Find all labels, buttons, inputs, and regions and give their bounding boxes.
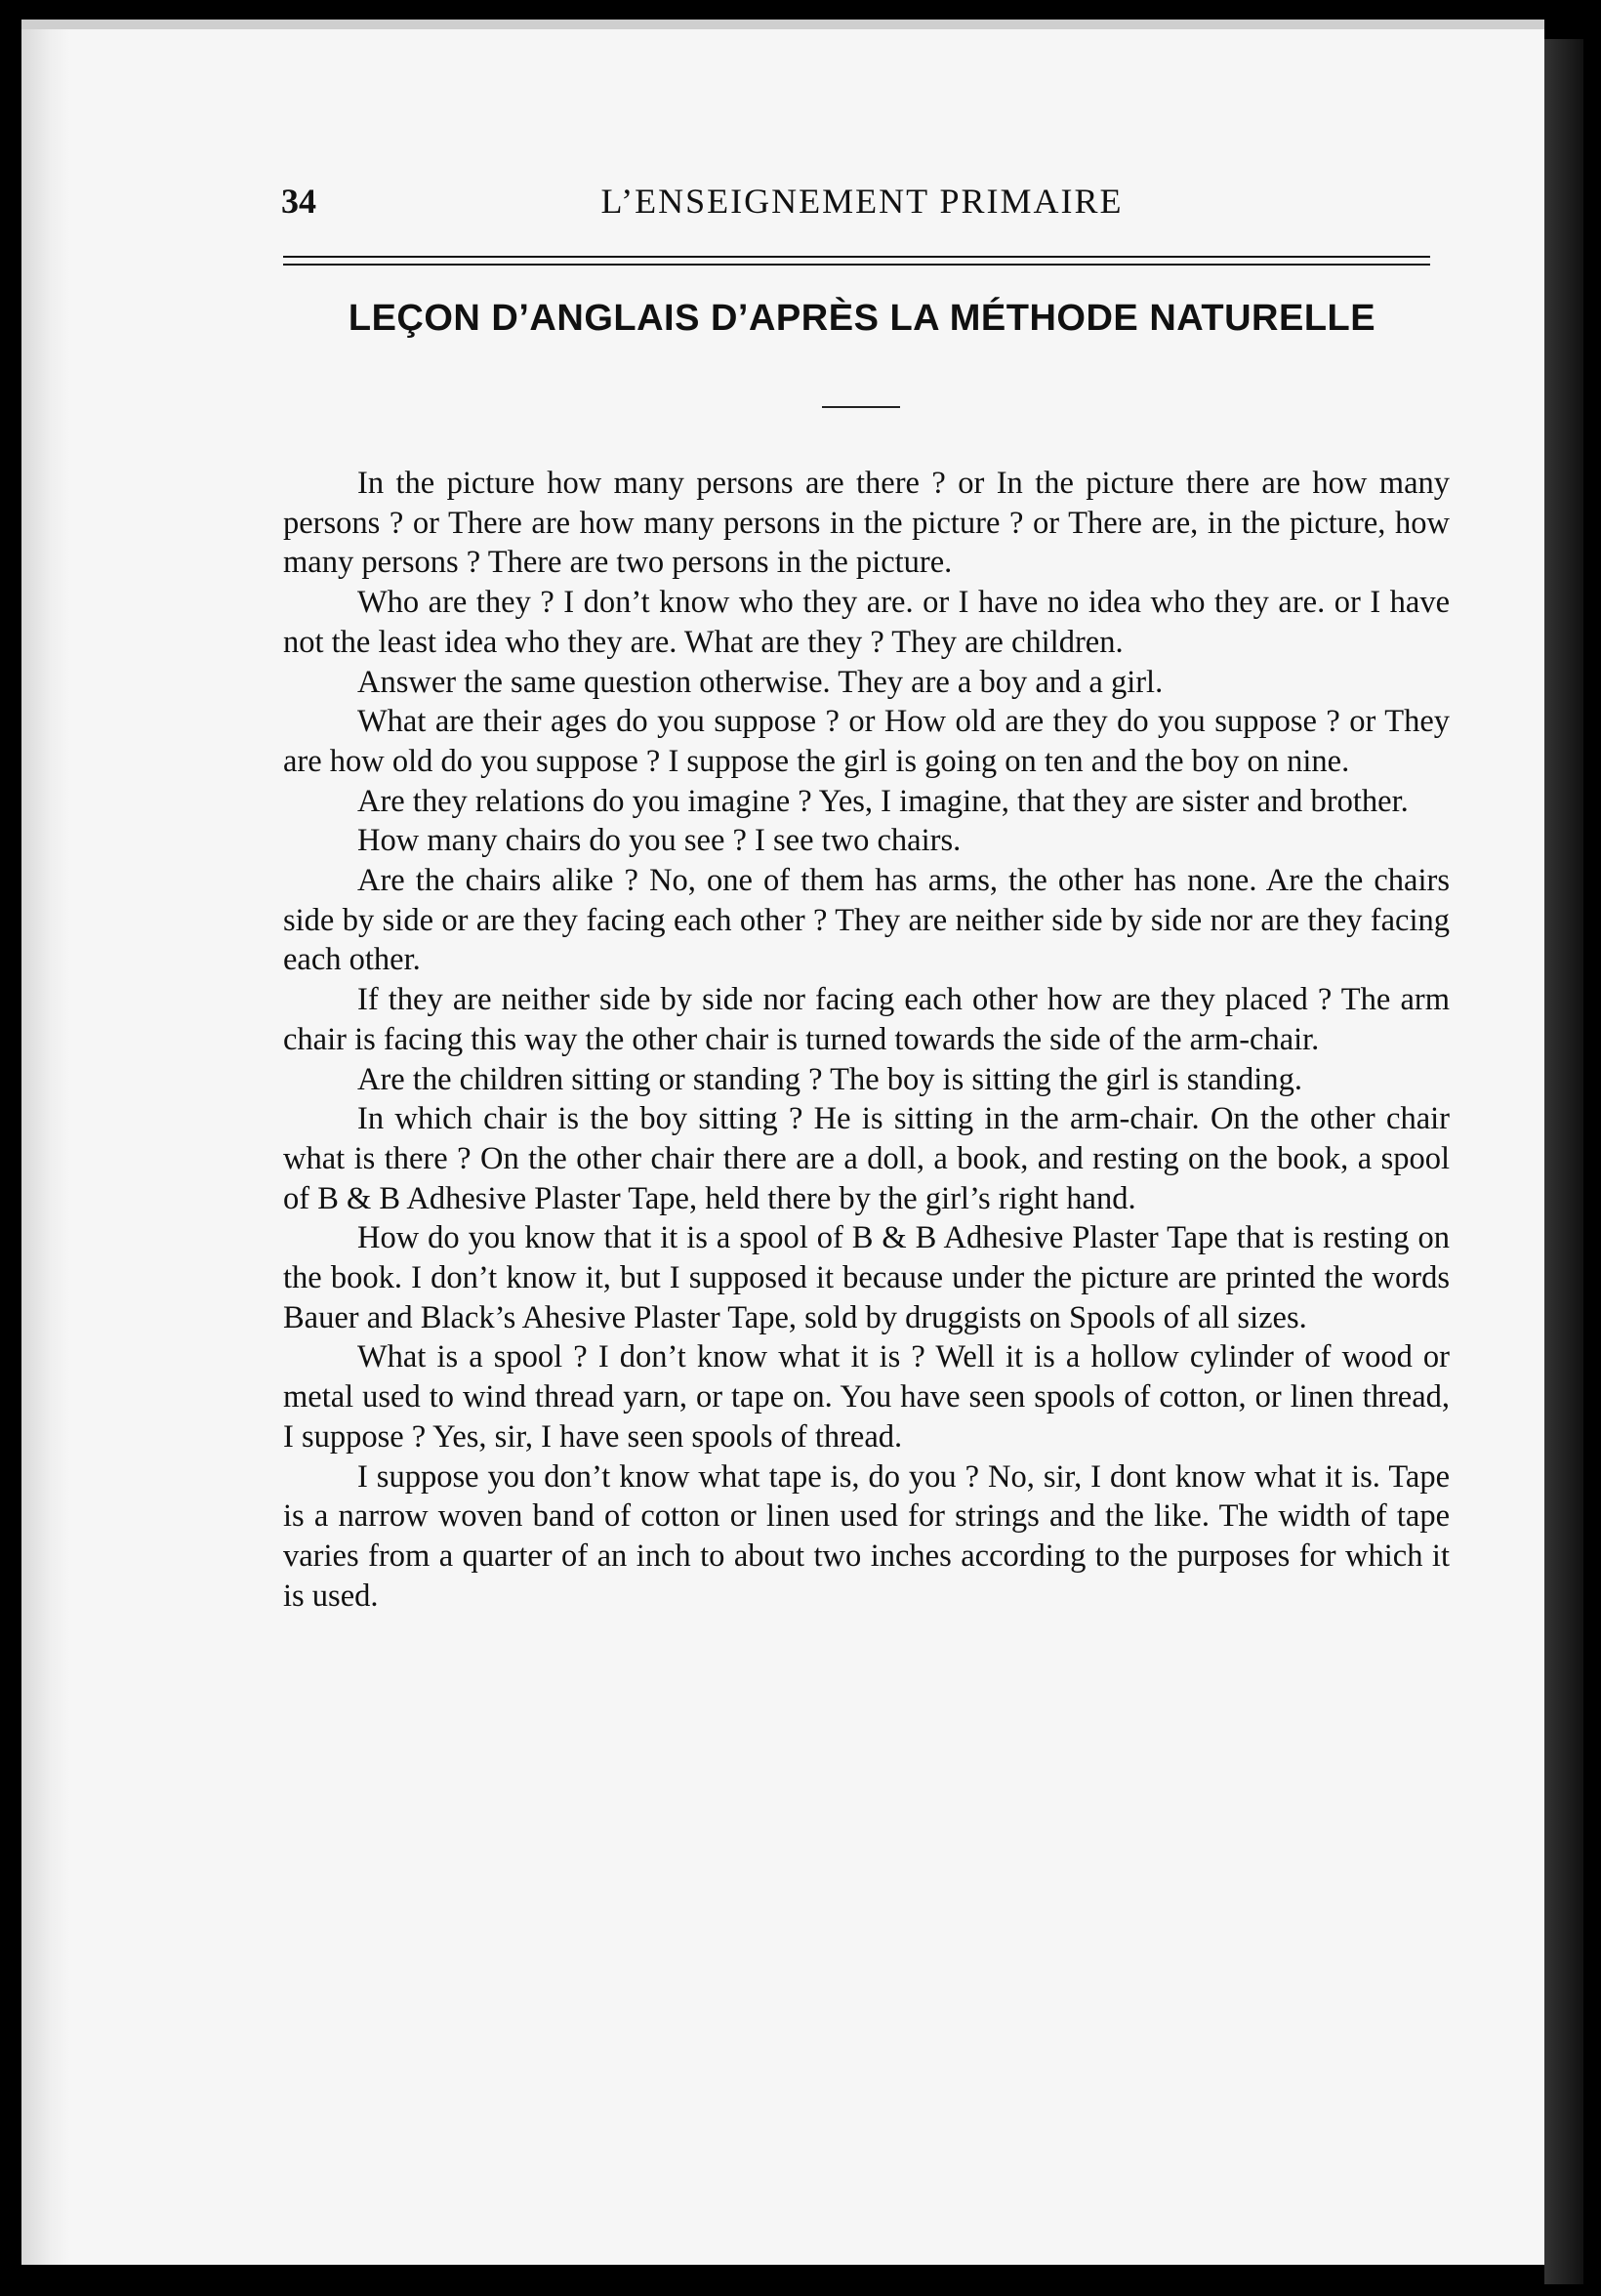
paragraph: Are they relations do you imagine ? Yes, I imagine, that they are sister and brother. — [357, 783, 1409, 819]
paragraph: Are the children sitting or standing ? The boy is sitting the girl is standing. — [357, 1061, 1302, 1097]
article-title: LEÇON D’ANGLAIS D’APRÈS LA MÉTHODE NATURELLE — [348, 298, 1376, 339]
paragraph: Answer the same question otherwise. They are a boy and a girl. — [357, 664, 1164, 700]
page-edge-top — [21, 20, 1544, 29]
paragraph: Are the chairs alike ? No, one of them has arms, the other has none. Are the chairs side by side or are they facing each other ? They are neither side by side nor are they facing each other. — [283, 863, 1450, 978]
paragraph: How many chairs do you see ? I see two chairs. — [357, 823, 962, 859]
paragraph: What is a spool ? I don’t know what it is ? Well it is a hollow cylinder of wood or metal used to wind thread yarn, or tape on. You have seen spools of cotton, or linen thread, I suppose ? Yes, sir, I have seen spools of thread. — [283, 1339, 1450, 1455]
paragraph: In the picture how many persons are there ? or In the picture there are how many persons ? or There are how many persons in the picture ? or There are, in the picture, how many persons ? There are two persons in the picture. — [283, 466, 1450, 581]
paragraph: If they are neither side by side nor facing each other how are they placed ? The arm chair is facing this way the other chair is turned towards the side of the arm-chair. — [283, 982, 1450, 1057]
paragraph: I suppose you don’t know what tape is, do you ? No, sir, I dont know what it is. Tape is a narrow woven band of cotton or linen used for strings and the like. The width of tape varies from a quarter of an inch to about two inches according to the purposes for which it is used. — [283, 1458, 1450, 1614]
page-edge-left — [21, 20, 70, 2265]
paragraph: Who are they ? I don’t know who they are. or I have no idea who they are. or I have not the least idea who they are. What are they ? They are children. — [283, 585, 1450, 660]
paragraph: In which chair is the boy sitting ? He is sitting in the arm-chair. On the other chair what is there ? On the other chair there are a doll, a book, and resting on the book, a spool of B & B Adhesive Plaster Tape, held there by the girl’s right hand. — [283, 1101, 1450, 1216]
paragraph: What are their ages do you suppose ? or How old are they do you suppose ? or They are how old do you suppose ? I suppose the girl is going on ten and the boy on nine. — [283, 704, 1450, 779]
paragraph: How do you know that it is a spool of B & B Adhesive Plaster Tape that is resting on the book. I don’t know it, but I supposed it because under the picture are printed the words Bauer and Black’s Ahesive Plaster Tape, sold by druggists on Spools of all sizes. — [283, 1220, 1450, 1335]
page-number: 34 — [281, 182, 316, 221]
article-body — [283, 464, 1450, 1616]
header-double-rule — [283, 256, 1430, 266]
running-head: L’ENSEIGNEMENT PRIMAIRE — [600, 182, 1124, 221]
title-separator-rule — [822, 406, 900, 408]
binding-shadow — [1544, 39, 1583, 2284]
